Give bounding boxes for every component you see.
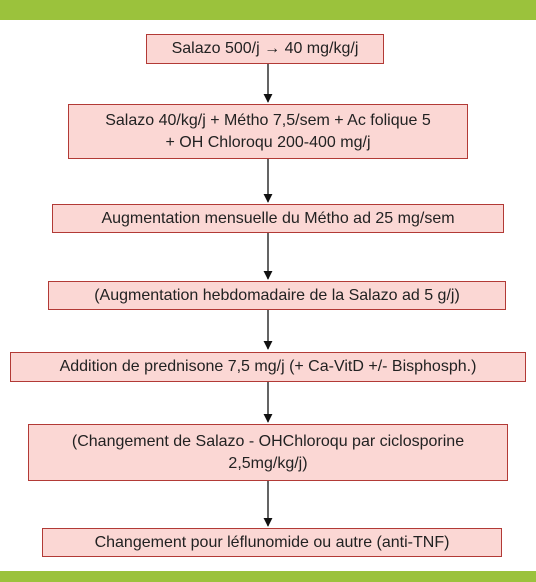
step-5-box — [10, 352, 526, 382]
step-2-line-2: + OH Chloroqu 200-400 mg/j — [165, 133, 371, 151]
step-7-box — [42, 528, 502, 557]
step-2-box — [68, 104, 468, 159]
step-7-line-1: Changement pour léflunomide ou autre (anti-TNF) — [94, 533, 450, 551]
step-3-line-1: Augmentation mensuelle du Métho ad 25 mg/sem — [101, 209, 455, 227]
step-5-line-1: Addition de prednisone 7,5 mg/j (+ Ca-VitD +/- Bisphosph.) — [59, 358, 477, 375]
step-6-line-1: (Changement de Salazo - OHChloroqu par ciclosporine — [71, 432, 465, 450]
step-6-line-2: 2,5mg/kg/j) — [228, 454, 308, 472]
step-2-line-1: Salazo 40/kg/j + Métho 7,5/sem + Ac folique 5 — [105, 111, 431, 129]
step-3-box — [52, 204, 504, 233]
step-4-box — [48, 281, 506, 310]
step-4-line-1: (Augmentation hebdomadaire de la Salazo ad 5 g/j) — [94, 286, 460, 304]
step-6-box — [28, 424, 508, 481]
step-1-box — [146, 34, 384, 64]
step-1-line-1: Salazo 500/j → 40 mg/kg/j — [171, 40, 359, 57]
